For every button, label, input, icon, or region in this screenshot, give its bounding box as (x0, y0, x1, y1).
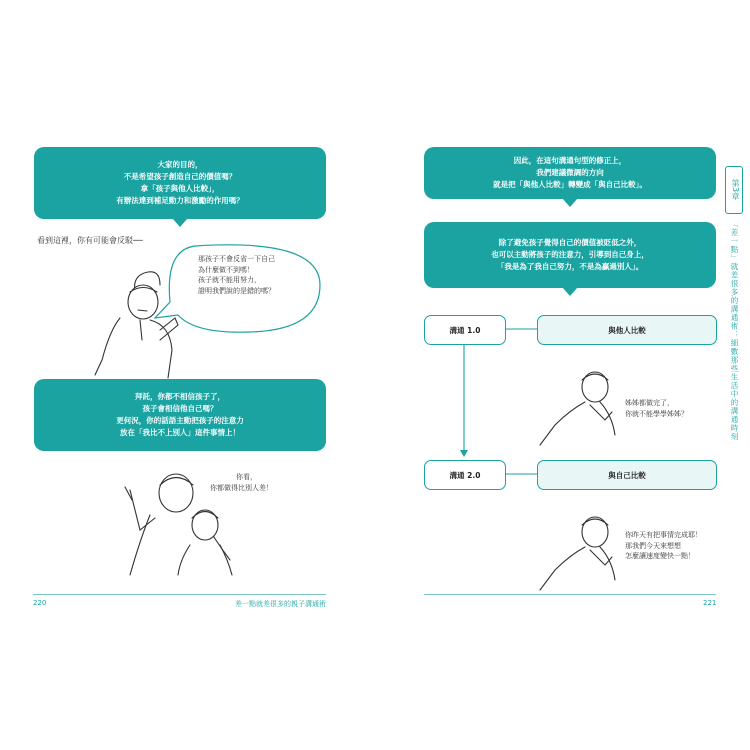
right-bubble-2-line-2: 也可以主動將孩子的注意力，引導到自己身上， (491, 250, 649, 259)
right-bubble-1-line-2: 我們建議微調的方向 (536, 168, 604, 177)
narration-text: 看到這裡，你有可能會反駁── (37, 236, 143, 245)
comm-1-quote-line-2: 你就不能學學姊姊？ (625, 409, 688, 418)
speech-line-1: 那孩子不會反省一下自己 (198, 255, 275, 263)
left-bubble-1-line-4: 有辦法達到補足動力和激勵的作用嗎？ (116, 196, 244, 205)
speech-line-3: 孩子就不能用努力， (198, 276, 261, 284)
right-bubble-2-line-1: 除了避免孩子覺得自己的價值被貶低之外， (498, 238, 642, 247)
comm-2-quote-line-1: 你昨天有把事情完成耶！ (625, 531, 702, 539)
left-bubble-1-line-3: 拿「孩子與他人比較」， (140, 184, 220, 193)
right-bubble-2-line-3: 「我是為了我自己努力，不是為贏過別人」。 (496, 262, 644, 271)
chapter-side-title: 「差一點」就差很多的溝通術：細數那些生活中的溝通時刻 (730, 220, 739, 441)
right-footer-rule (424, 594, 716, 595)
left-bubble-2-line-3: 更何況，你的話語主動把孩子的注意力 (116, 416, 244, 425)
left-page-number: 220 (33, 599, 47, 607)
comm-2-quote (625, 530, 702, 562)
left-bubble-2-line-1: 拜託，你都不相信孩子了， (135, 392, 225, 401)
right-bubble-1-line-3: 就是把「與他人比較」轉變成「與自己比較」。 (493, 180, 647, 189)
comm-1-quote-line-1: 姊姊都做完了， (625, 399, 674, 407)
right-page-number: 221 (703, 599, 717, 607)
left-bubble-1-line-1: 大家的目的， (157, 160, 203, 169)
speech-line-2: 為什麼做不到嗎！ (198, 265, 254, 274)
left-bubble-1-line-2: 不是希望孩子創造自己的價值嗎？ (123, 172, 237, 181)
left-bubble-2-line-4: 放在「我比不上別人」這件事情上！ (120, 428, 240, 437)
father-quote-line-1: 你看， (236, 473, 257, 481)
chapter-tab (725, 166, 743, 214)
comm-2-quote-line-3: 怎麼讓速度變快一點！ (625, 552, 695, 560)
comm-2-desc: 與自己比較 (608, 470, 646, 480)
comm-1-desc: 與他人比較 (608, 325, 646, 335)
father-quote-line-2: 你都做得比別人差！ (210, 483, 273, 492)
comm-2-quote-line-2: 那我們今天來想想 (625, 541, 681, 550)
chapter-tab-label: 第3章 (731, 179, 740, 201)
left-bubble-2-line-2: 孩子會相信他自己嗎？ (142, 404, 218, 413)
right-bubble-1-line-1: 因此，在這句溝通句型的修正上， (513, 156, 627, 165)
comm-2-label: 溝通 2.0 (449, 470, 481, 480)
left-running-title: 差一點就差很多的親子溝通術 (235, 600, 326, 608)
speech-line-4: 證明我們說的是錯的嗎？ (198, 286, 275, 295)
comm-1-label: 溝通 1.0 (449, 325, 481, 335)
